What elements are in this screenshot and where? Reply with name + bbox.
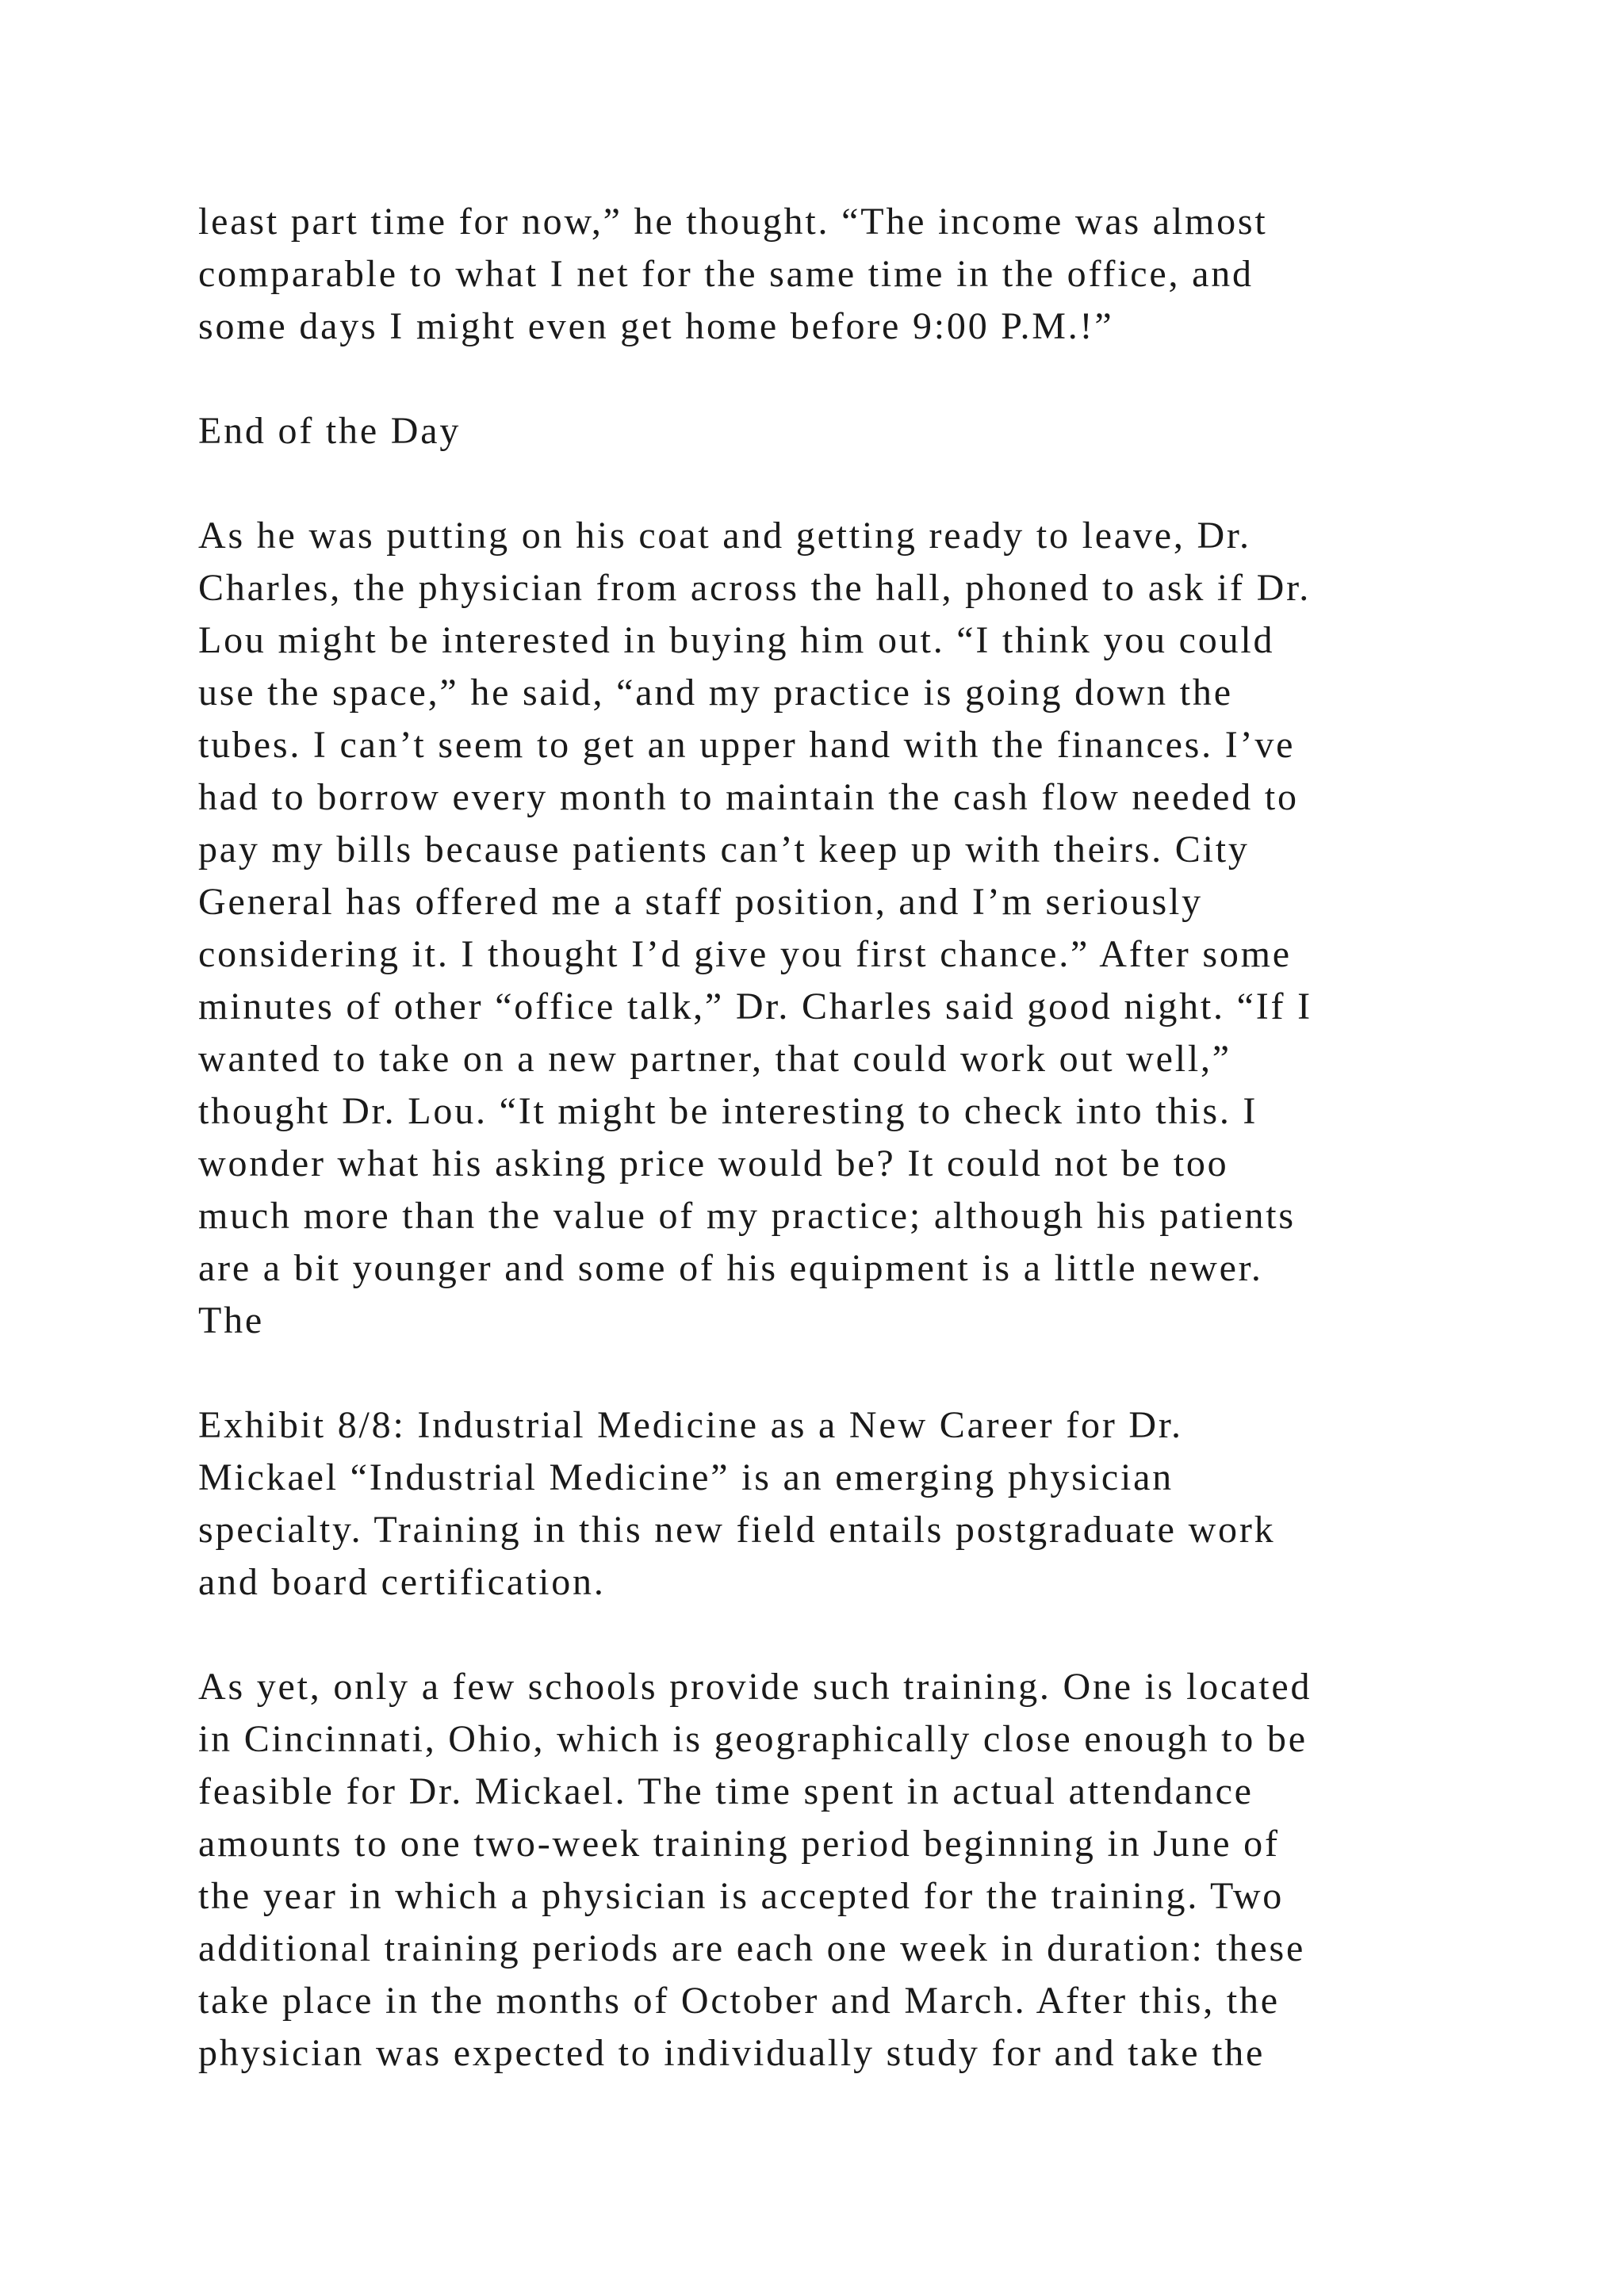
text-line: considering it. I thought I’d give you first chance.” After some (198, 933, 1292, 975)
text-line: The (198, 1299, 265, 1341)
text-line: are a bit younger and some of his equipment is a little newer. (198, 1247, 1263, 1289)
text-line: thought Dr. Lou. “It might be interesting to check into this. I (198, 1090, 1258, 1132)
text-line: amounts to one two-week training period beginning in June of (198, 1823, 1280, 1865)
section-heading: End of the Day (198, 410, 462, 452)
text-line: As he was putting on his coat and getting ready to leave, Dr. (198, 515, 1251, 557)
text-line: wonder what his asking price would be? It could not be too (198, 1142, 1229, 1184)
text-line: and board certification. (198, 1561, 606, 1603)
text-line: had to borrow every month to maintain the cash flow needed to (198, 776, 1299, 818)
text-line: comparable to what I net for the same time in the office, and (198, 253, 1254, 295)
text-line: tubes. I can’t seem to get an upper hand with the finances. I’ve (198, 724, 1296, 766)
document-page (198, 0, 1467, 2296)
text-line: Charles, the physician from across the hall, phoned to ask if Dr. (198, 567, 1312, 609)
text-line: take place in the months of October and March. After this, the (198, 1980, 1280, 2022)
text-line: least part time for now,” he thought. “The income was almost (198, 201, 1268, 243)
text-line: additional training periods are each one week in duration: these (198, 1927, 1306, 1969)
text-line: pay my bills because patients can’t keep up with theirs. City (198, 828, 1250, 871)
text-line: minutes of other “office talk,” Dr. Charles said good night. “If I (198, 985, 1312, 1027)
text-line: the year in which a physician is accepted for the training. Two (198, 1875, 1285, 1917)
exhibit-title-line: Exhibit 8/8: Industrial Medicine as a New Career for Dr. (198, 1404, 1183, 1446)
text-line: wanted to take on a new partner, that could work out well,” (198, 1038, 1231, 1080)
text-line: in Cincinnati, Ohio, which is geographically close enough to be (198, 1718, 1308, 1760)
text-line: physician was expected to individually study for and take the (198, 2032, 1266, 2074)
text-line: use the space,” he said, “and my practice is going down the (198, 672, 1233, 714)
text-line: Mickael “Industrial Medicine” is an emerging physician (198, 1456, 1174, 1498)
text-line: specialty. Training in this new field entails postgraduate work (198, 1509, 1276, 1551)
text-line: General has offered me a staff position, and I’m seriously (198, 881, 1203, 923)
text-line: feasible for Dr. Mickael. The time spent in actual attendance (198, 1770, 1254, 1812)
text-line: much more than the value of my practice; although his patients (198, 1195, 1296, 1237)
text-line: Lou might be interested in buying him out. “I think you could (198, 619, 1275, 661)
text-line: some days I might even get home before 9:00 P.M.!” (198, 305, 1114, 347)
text-line: As yet, only a few schools provide such training. One is located (198, 1666, 1312, 1708)
